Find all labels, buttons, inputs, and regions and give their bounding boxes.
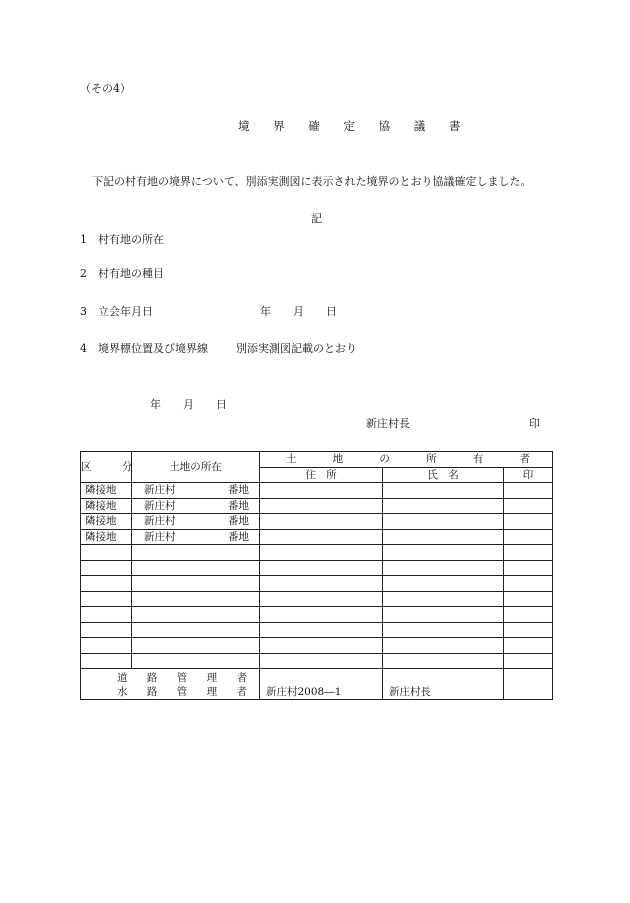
- row-location: 新庄村 番地: [132, 483, 260, 499]
- table-row-empty: [81, 560, 553, 576]
- table-row: [81, 483, 553, 499]
- row-seal: [504, 514, 553, 530]
- manager-seal: [504, 669, 553, 700]
- table-row-empty: [81, 607, 553, 623]
- item-4-value: 別添実測図記載のとおり: [236, 342, 357, 355]
- sheet-number: （その4）: [80, 82, 131, 95]
- row-seal: [504, 529, 553, 545]
- table-row-empty: [81, 591, 553, 607]
- row-location: 新庄村 番地: [132, 514, 260, 530]
- header-owner: 土 地 の 所 有 者: [260, 452, 553, 468]
- row-location: 新庄村 番地: [132, 498, 260, 514]
- row-seal: [504, 498, 553, 514]
- header-address: 住 所: [260, 467, 383, 483]
- row-kubun: 隣接地: [81, 514, 132, 530]
- manager-labels: [81, 669, 260, 700]
- row-address: [260, 483, 383, 499]
- row-address: [260, 529, 383, 545]
- table-row-empty: [81, 622, 553, 638]
- water-manager-label: 水 路 管 理 者: [117, 686, 247, 698]
- ki-heading: 記: [311, 212, 322, 225]
- item-3-label: 3 立会年月日: [80, 305, 153, 318]
- table-row-empty: [81, 545, 553, 561]
- table-row: [81, 498, 553, 514]
- row-address: [260, 498, 383, 514]
- row-location: 新庄村 番地: [132, 529, 260, 545]
- item-2-category: 2 村有地の種目: [80, 267, 164, 280]
- row-kubun: 隣接地: [81, 498, 132, 514]
- header-seal: 印: [504, 467, 553, 483]
- document-date: 年 月 日: [150, 398, 227, 411]
- table-row: [81, 514, 553, 530]
- table-row: [81, 529, 553, 545]
- table-row-empty: [81, 638, 553, 654]
- row-seal: [504, 483, 553, 499]
- manager-address: 新庄村2008―1: [260, 669, 383, 700]
- row-name: [383, 514, 504, 530]
- row-address: [260, 514, 383, 530]
- row-name: [383, 483, 504, 499]
- header-name: 氏 名: [383, 467, 504, 483]
- table-row-empty: [81, 576, 553, 592]
- table-row-empty: [81, 653, 553, 669]
- row-name: [383, 529, 504, 545]
- header-kubun: 区 分: [81, 452, 132, 483]
- signatory-title: 新庄村長: [366, 417, 410, 430]
- document-title: 境 界 確 定 協 議 書: [238, 119, 471, 133]
- road-manager-label: 道 路 管 理 者: [117, 672, 247, 684]
- boundary-owner-table: [80, 451, 553, 700]
- item-4-label: 4 境界標位置及び境界線: [80, 342, 208, 355]
- intro-paragraph: 下記の村有地の境界について、別添実測図に表示された境界のとおり協議確定しました。: [92, 175, 532, 188]
- header-location: 土地の所在: [132, 452, 260, 483]
- row-kubun: 隣接地: [81, 529, 132, 545]
- manager-name: 新庄村長: [383, 669, 504, 700]
- signatory-seal: 印: [529, 417, 540, 430]
- row-kubun: 隣接地: [81, 483, 132, 499]
- table-header-row: [81, 452, 553, 468]
- row-name: [383, 498, 504, 514]
- item-1-location: 1 村有地の所在: [80, 233, 164, 246]
- manager-row: [81, 669, 553, 700]
- item-3-date: 年 月 日: [260, 305, 337, 318]
